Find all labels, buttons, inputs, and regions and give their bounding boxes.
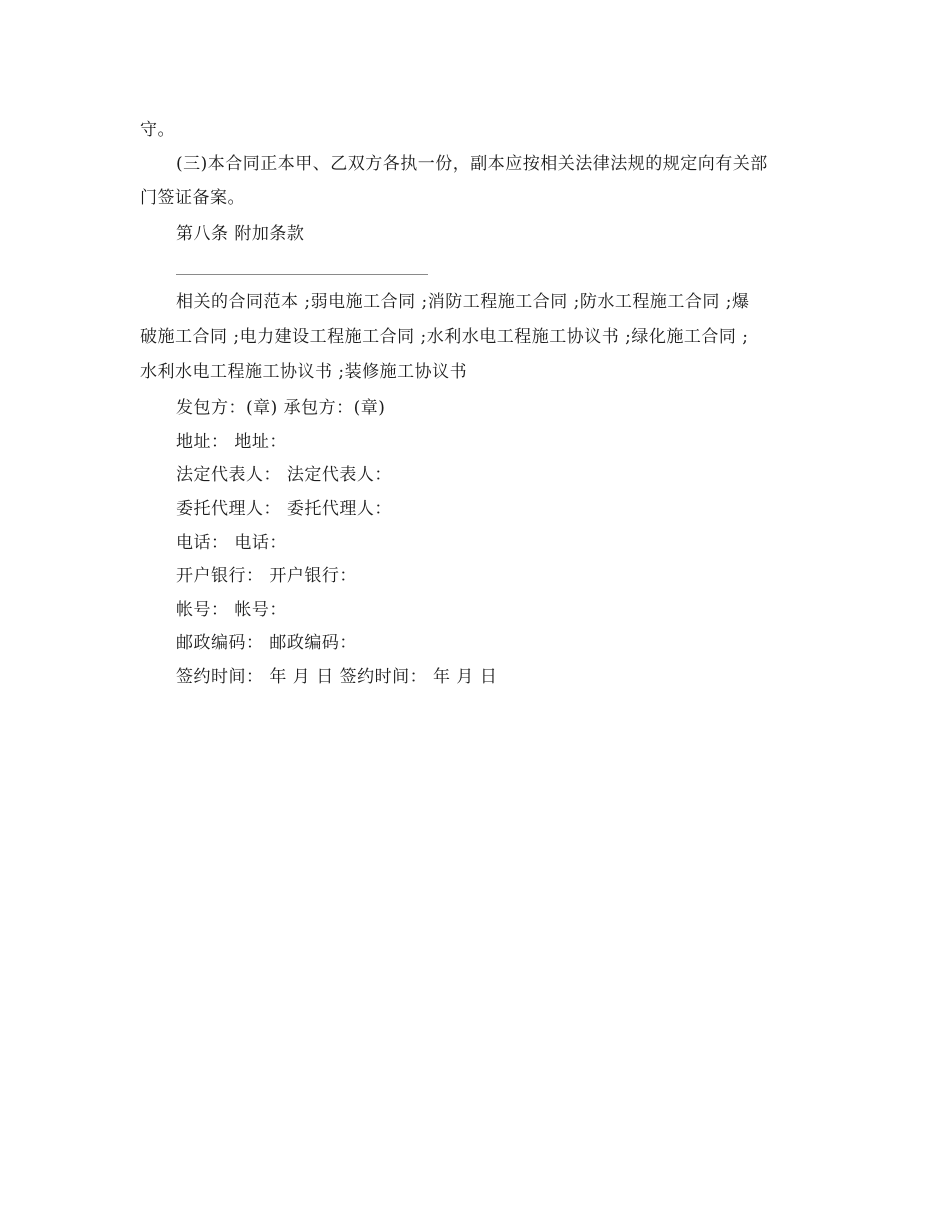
paragraph-3-line-0: 守。 <box>140 120 175 140</box>
signature-account: 帐号： 帐号： <box>176 600 287 620</box>
signature-agent: 委托代理人： 委托代理人： <box>176 499 392 519</box>
signature-bank: 开户银行： 开户银行： <box>176 566 357 586</box>
paragraph-3-line-2: 门签证备案。 <box>140 188 245 208</box>
signature-phone: 电话： 电话： <box>176 533 287 553</box>
related-line-1: 相关的合同范本 ;弱电施工合同 ;消防工程施工合同 ;防水工程施工合同 ;爆 <box>176 292 750 312</box>
article-8-heading: 第八条 附加条款 <box>176 224 305 244</box>
signature-postcode: 邮政编码： 邮政编码： <box>176 633 357 653</box>
blank-fill-line <box>176 274 428 275</box>
related-line-3: 水利水电工程施工协议书 ;装修施工协议书 <box>140 362 468 382</box>
signature-parties: 发包方：(章) 承包方：(章) <box>176 398 386 418</box>
signature-legal-rep: 法定代表人： 法定代表人： <box>176 465 392 485</box>
related-line-2: 破施工合同 ;电力建设工程施工合同 ;水利水电工程施工协议书 ;绿化施工合同 ; <box>140 327 749 347</box>
paragraph-3-line-1: (三)本合同正本甲、乙双方各执一份，副本应按相关法律法规的规定向有关部 <box>176 154 768 174</box>
signature-date: 签约时间： 年 月 日 签约时间： 年 月 日 <box>176 667 498 687</box>
signature-address: 地址： 地址： <box>176 432 287 452</box>
